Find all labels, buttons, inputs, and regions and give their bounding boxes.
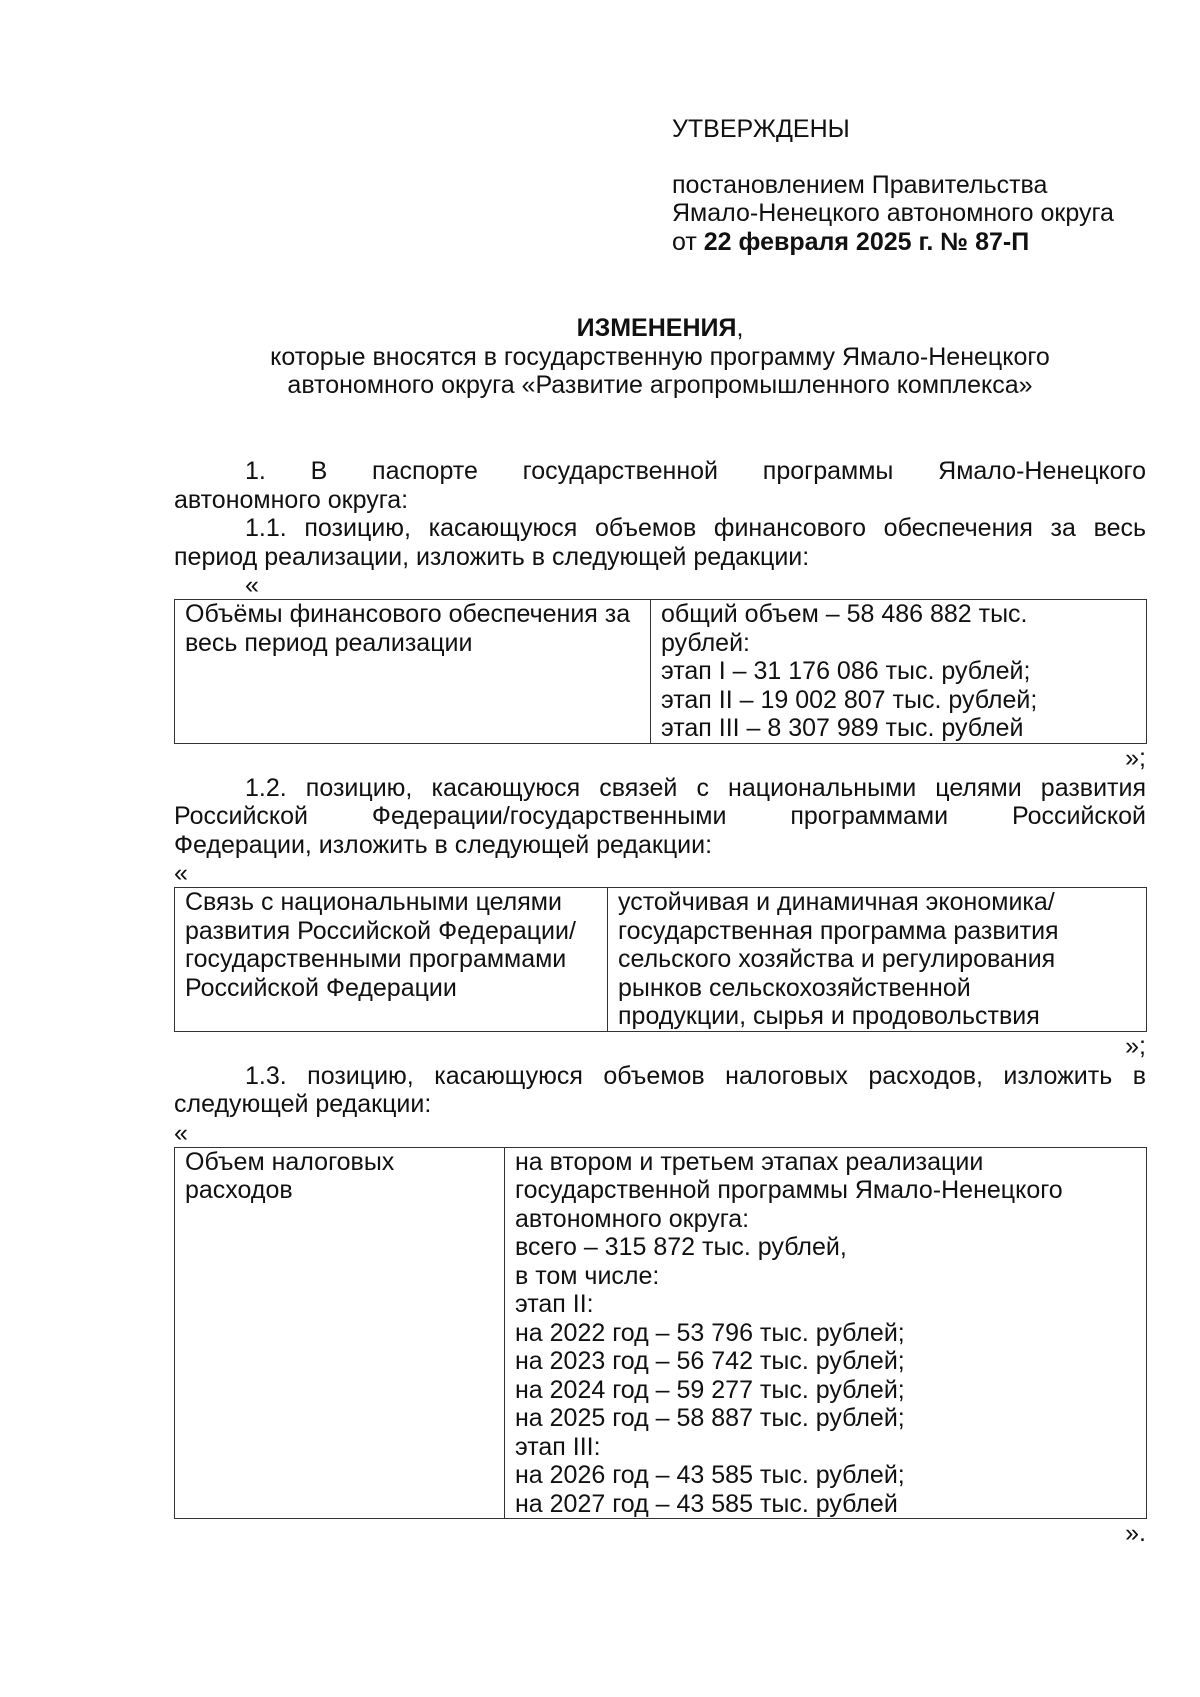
national-goals-label-line: Российской Федерации — [185, 973, 457, 1002]
tax-expenditure-label-line: расходов — [185, 1176, 293, 1204]
tax-expenditure-value-line: на 2025 год – 58 887 тыс. рублей; — [515, 1404, 905, 1432]
national-goals-label-line: государственными программами — [185, 945, 567, 973]
national-goals-value-cell — [608, 888, 1147, 1032]
tax-expenditure-value-line: этап III: — [515, 1432, 601, 1461]
tax-expenditure-value-line: на втором и третьем этапах реализации — [515, 1147, 984, 1176]
item-1-2-line-3: Федерации, изложить в следующей редакции: — [174, 830, 713, 859]
tax-expenditure-value-line: государственной программы Ямало-Ненецкого — [515, 1176, 1063, 1204]
table-row — [175, 600, 1147, 744]
tax-expenditure-value-line: на 2024 год – 59 277 тыс. рублей; — [515, 1375, 905, 1404]
document-title — [174, 314, 1146, 400]
item-1-line-2: автономного округа: — [174, 485, 409, 514]
tax-expenditure-value-cell — [505, 1147, 1147, 1519]
national-goals-table — [174, 887, 1147, 1032]
item-1-3-text: 1.3. позицию, касающуюся объемов налоговых расходов, изложить в следующей редакции: — [174, 1061, 1146, 1118]
tax-expenditure-value-line: на 2026 год – 43 585 тыс. рублей; — [515, 1461, 905, 1489]
item-1-2-line-1: 1.2. позицию, касающуюся связей с национальными целями развития — [245, 773, 1146, 802]
national-goals-value-line: устойчивая и динамичная экономика/ — [618, 888, 1055, 916]
item-1-2-quote-close: »; — [1125, 1031, 1146, 1060]
financing-value-line: этап II – 19 002 807 тыс. рублей; — [661, 685, 1038, 714]
national-goals-label-cell — [175, 888, 608, 1032]
financing-value-line: этап III – 8 307 989 тыс. рублей — [661, 714, 1024, 742]
national-goals-value-line: сельского хозяйства и регулирования — [618, 945, 1056, 973]
tax-expenditure-value-line: этап II: — [515, 1290, 594, 1318]
approval-date-prefix: от — [672, 227, 697, 256]
approval-line-2: Ямало-Ненецкого автономного округа — [672, 199, 1114, 227]
tax-expenditure-value-line: на 2022 год – 53 796 тыс. рублей; — [515, 1318, 905, 1347]
approval-line-1: постановлением Правительства — [672, 170, 1048, 199]
item-1-1-quote-open: « — [245, 571, 259, 599]
item-1-line-1: 1. В паспорте государственной программы Ямало-Ненецкого — [245, 457, 1146, 485]
table-row — [175, 888, 1147, 1032]
item-1-2-line-2: Российской Федерации/государственными программами Российской — [174, 802, 1146, 830]
title-word: ИЗМЕНЕНИЯ — [576, 314, 737, 342]
title-comma: , — [736, 314, 744, 342]
financing-value-line: рублей: — [661, 628, 751, 657]
tax-expenditure-table — [174, 1147, 1147, 1520]
national-goals-label-line: Связь с национальными целями — [185, 888, 562, 916]
item-1-2-quote-open: « — [174, 859, 188, 887]
financing-value-cell — [651, 600, 1147, 744]
approval-date — [672, 228, 1114, 257]
financing-value-line: этап I – 31 176 086 тыс. рублей; — [661, 657, 1031, 685]
national-goals-value-line: продукции, сырья и продовольствия — [618, 1002, 1040, 1030]
approval-heading: УТВЕРЖДЕНЫ — [672, 115, 850, 143]
title-line-2: автономного округа «Развитие агропромышленного комплекса» — [287, 371, 1033, 399]
title-line-1: которые вносятся в государственную программу Ямало-Ненецкого — [270, 342, 1050, 371]
item-1-1-text: 1.1. позицию, касающуюся объемов финансового обеспечения за весь период реализации, изложить в следующей редакции: — [174, 514, 1146, 571]
national-goals-value-line: государственная программа развития — [618, 916, 1059, 945]
item-1-1-quote-close: »; — [1125, 743, 1146, 772]
national-goals-label-line: развития Российской Федерации/ — [185, 916, 576, 945]
financing-table — [174, 599, 1147, 744]
tax-expenditure-label-cell — [175, 1147, 505, 1519]
approval-date-value: 22 февраля 2025 г. № 87-П — [703, 227, 1030, 256]
tax-expenditure-value-line: всего – 315 872 тыс. рублей, — [515, 1233, 847, 1261]
approval-block — [672, 115, 1114, 256]
table-row — [175, 1147, 1147, 1519]
tax-expenditure-label-line: Объем налоговых — [185, 1147, 395, 1176]
national-goals-value-line: рынков сельскохозяйственной — [618, 973, 971, 1002]
tax-expenditure-value-line: в том числе: — [515, 1261, 660, 1290]
item-1-3-quote-open: « — [174, 1118, 188, 1147]
title-heading — [174, 314, 1146, 343]
document-body — [174, 457, 1146, 1549]
financing-value-line: общий объем – 58 486 882 тыс. — [661, 600, 1028, 628]
tax-expenditure-value-line: на 2023 год – 56 742 тыс. рублей; — [515, 1347, 905, 1375]
tax-expenditure-value-line: автономного округа: — [515, 1204, 750, 1233]
tax-expenditure-value-line: на 2027 год – 43 585 тыс. рублей — [515, 1489, 898, 1518]
financing-label-cell: Объёмы финансового обеспечения за весь период реализации — [175, 600, 651, 744]
item-1-3-quote-close: ». — [1125, 1519, 1146, 1547]
